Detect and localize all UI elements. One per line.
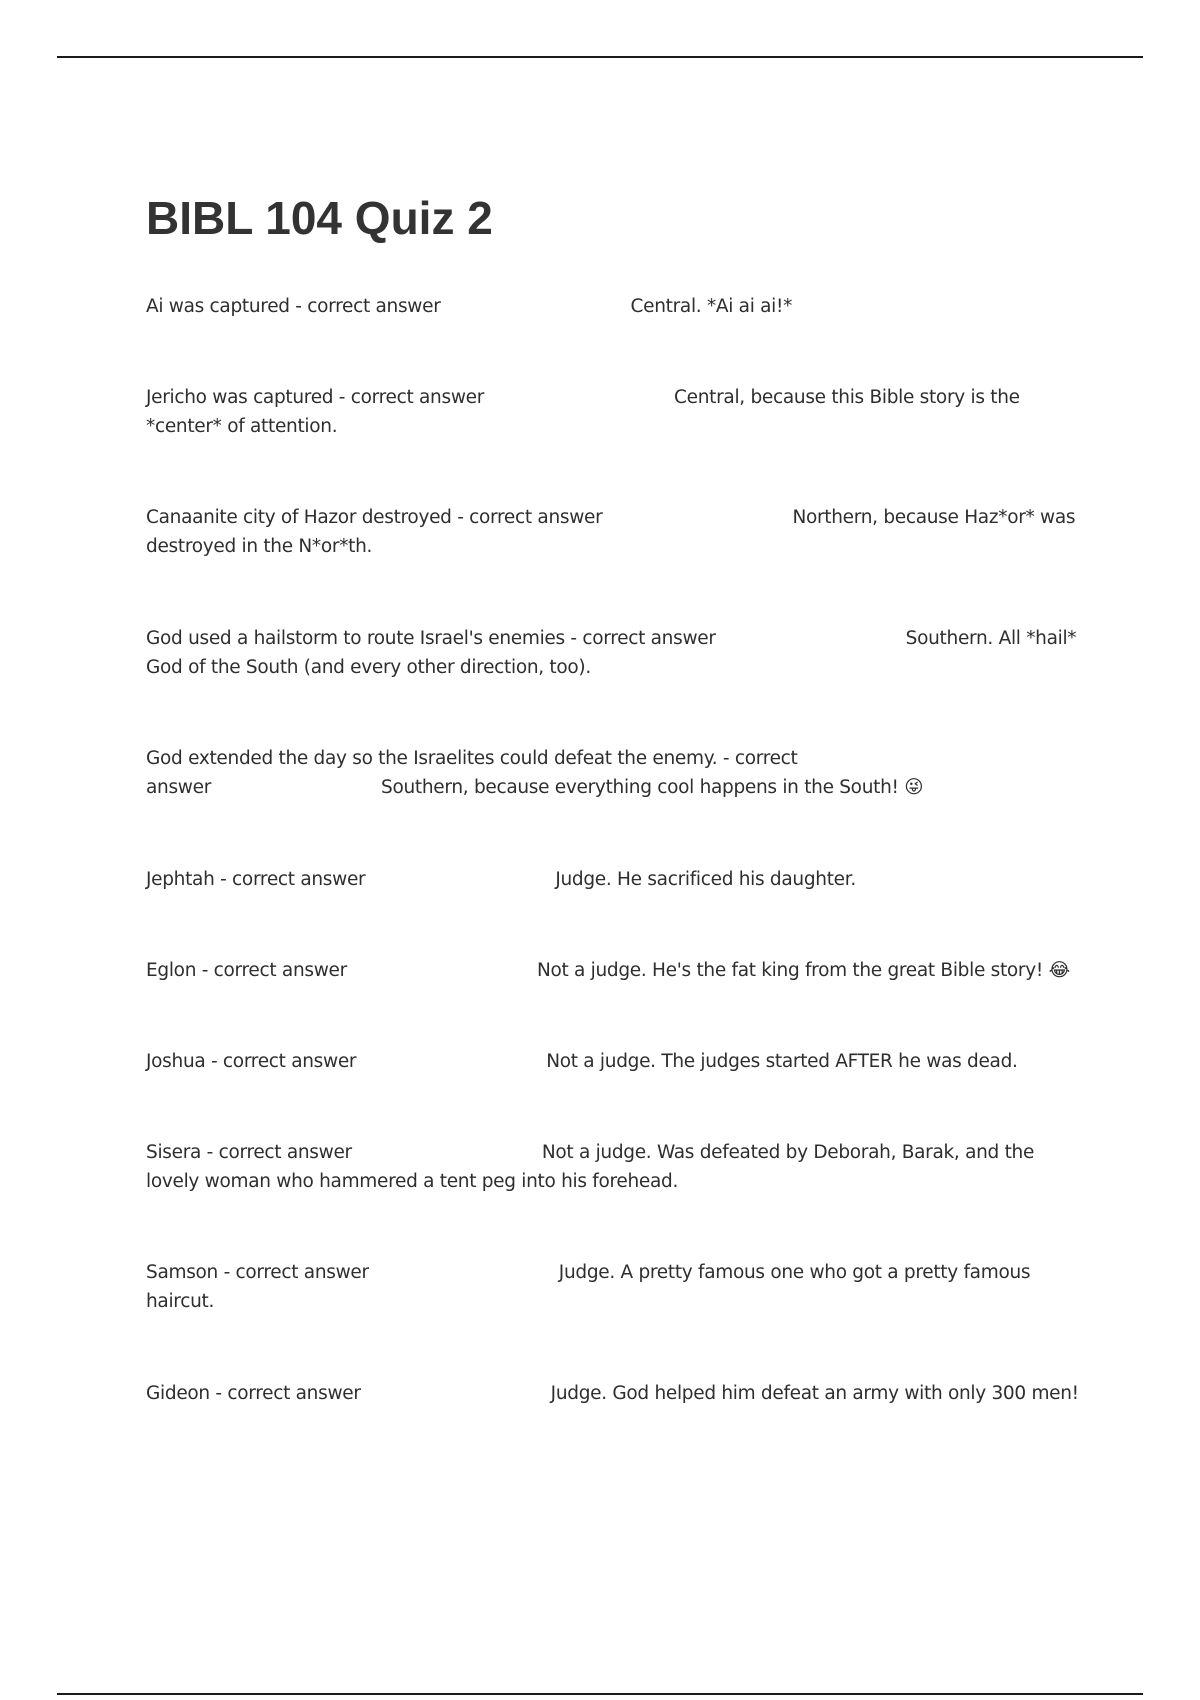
question-text: Ai was captured - correct answer: [146, 296, 441, 317]
question-text: God extended the day so the Israelites could defeat the enemy. - correct answer: [146, 748, 804, 798]
document-title: BIBL 104 Quiz 2: [146, 192, 493, 244]
question-text: God used a hailstorm to route Israel's enemies - correct answer: [146, 628, 716, 649]
answer-text: Central, because this Bible story is the *center* of attention.: [146, 387, 1026, 437]
answer-text: Northern, because Haz*or* was destroyed in the N*or*th.: [146, 507, 1081, 557]
question-text: Sisera - correct answer: [146, 1142, 352, 1163]
question-text: Samson - correct answer: [146, 1262, 369, 1283]
answer-text: Central. *Ai ai ai!*: [630, 296, 793, 317]
question-text: Gideon - correct answer: [146, 1383, 361, 1404]
qa-entry: [146, 865, 1086, 894]
qa-entry: [146, 1379, 1086, 1408]
answer-text: Not a judge. The judges started AFTER he was dead.: [546, 1051, 1018, 1072]
question-text: Canaanite city of Hazor destroyed - correct answer: [146, 507, 603, 528]
qa-entry: [146, 503, 1086, 561]
qa-entry: [146, 956, 1086, 985]
qa-entry: [146, 292, 1086, 321]
qa-entry: [146, 1138, 1086, 1196]
question-text: Jephtah - correct answer: [146, 869, 366, 890]
qa-entry: [146, 1047, 1086, 1076]
answer-text: Judge. A pretty famous one who got a pretty famous haircut.: [146, 1262, 1036, 1312]
qa-entry: [146, 744, 1086, 802]
answer-text: Judge. He sacrificed his daughter.: [555, 869, 856, 890]
bottom-rule: [57, 1693, 1143, 1695]
answer-text: Judge. God helped him defeat an army with only 300 men!: [550, 1383, 1079, 1404]
answer-text: Not a judge. He's the fat king from the great Bible story! 😂: [536, 960, 1070, 981]
answer-text: Southern. All *hail* God of the South (and every other direction, too).: [146, 628, 1082, 678]
answer-text: Not a judge. Was defeated by Deborah, Barak, and the lovely woman who hammered a tent peg into his forehead.: [146, 1142, 1040, 1192]
question-text: Joshua - correct answer: [146, 1051, 357, 1072]
question-text: Eglon - correct answer: [146, 960, 347, 981]
qa-entry: [146, 383, 1086, 441]
answer-text: Southern, because everything cool happens in the South! 😜: [381, 777, 924, 798]
qa-entry: [146, 1258, 1086, 1316]
qa-entry: [146, 624, 1086, 682]
top-rule: [57, 56, 1143, 58]
question-text: Jericho was captured - correct answer: [146, 387, 485, 408]
